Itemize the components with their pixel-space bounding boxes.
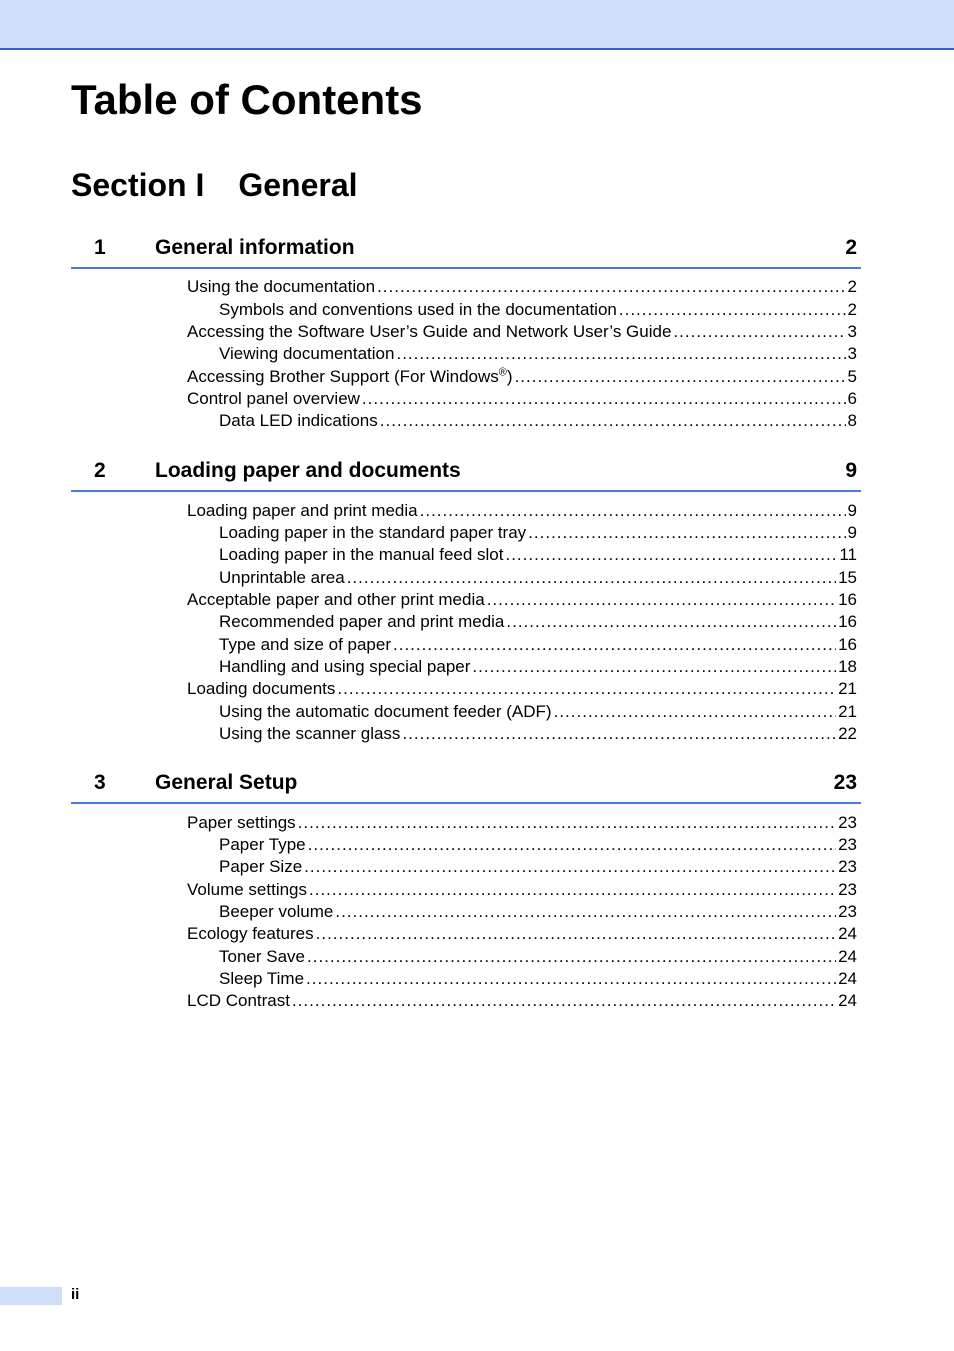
chapter-title: General Setup: [155, 771, 298, 794]
chapter-page: 23: [833, 771, 857, 794]
toc-entry[interactable]: Viewing documentation ..... 3: [219, 343, 857, 365]
footer-band: [0, 1287, 62, 1305]
toc-entry[interactable]: Type and size of paper ..... 16: [219, 634, 857, 656]
toc-entry[interactable]: Paper settings ..... 23: [187, 812, 857, 834]
toc-entry[interactable]: Loading documents ..... 21: [187, 678, 857, 700]
toc-entry[interactable]: Paper Size ..... 23: [219, 856, 857, 878]
toc-entry[interactable]: Symbols and conventions used in the documentation ..... 2: [219, 299, 857, 321]
chapter-heading-3[interactable]: [71, 766, 861, 804]
toc-entry[interactable]: Loading paper and print media ..... 9: [187, 500, 857, 522]
toc-entry[interactable]: Volume settings ..... 23: [187, 879, 857, 901]
toc-entry[interactable]: Ecology features ..... 24: [187, 923, 857, 945]
chapter-number: 2: [94, 459, 106, 482]
toc-entry[interactable]: Beeper volume ..... 23: [219, 901, 857, 923]
chapter-heading-2[interactable]: [71, 454, 861, 492]
page-number: ii: [71, 1286, 80, 1303]
toc-entry[interactable]: Accessing Brother Support (For Windows®) ..... 5: [187, 366, 857, 388]
header-band: [0, 0, 954, 50]
chapter-page: 2: [845, 236, 857, 259]
toc-entry[interactable]: Toner Save ..... 24: [219, 946, 857, 968]
toc-entry[interactable]: Recommended paper and print media ..... 16: [219, 611, 857, 633]
toc-entry[interactable]: Data LED indications ..... 8: [219, 410, 857, 432]
toc-entry[interactable]: Using the documentation ..... 2: [187, 276, 857, 298]
page-title: Table of Contents: [71, 76, 423, 123]
toc-entry[interactable]: Sleep Time ..... 24: [219, 968, 857, 990]
toc-entry[interactable]: Unprintable area ..... 15: [219, 567, 857, 589]
toc-entry[interactable]: Control panel overview ..... 6: [187, 388, 857, 410]
toc-entry[interactable]: Paper Type ..... 23: [219, 834, 857, 856]
registered-mark: ®: [498, 366, 507, 379]
chapter-number: 1: [94, 236, 106, 259]
toc-entry[interactable]: Using the scanner glass ..... 22: [219, 723, 857, 745]
toc-entry[interactable]: Using the automatic document feeder (ADF) ..... 21: [219, 701, 857, 723]
toc-entry[interactable]: Acceptable paper and other print media ..... 16: [187, 589, 857, 611]
chapter-page: 9: [845, 459, 857, 482]
toc-entry[interactable]: Loading paper in the manual feed slot ..... 11: [219, 544, 857, 566]
section-heading: [71, 165, 358, 205]
chapter-heading-1[interactable]: [71, 231, 861, 269]
toc-entry[interactable]: Accessing the Software User’s Guide and Network User’s Guide ..... 3: [187, 321, 857, 343]
chapter-title: Loading paper and documents: [155, 459, 461, 482]
chapter-number: 3: [94, 771, 106, 794]
toc-entry[interactable]: LCD Contrast ..... 24: [187, 990, 857, 1012]
chapter-title: General information: [155, 236, 355, 259]
toc-entry[interactable]: Handling and using special paper ..... 18: [219, 656, 857, 678]
toc-entry[interactable]: Loading paper in the standard paper tray ..... 9: [219, 522, 857, 544]
section-label: Section I: [71, 167, 205, 203]
section-name: General: [238, 167, 358, 203]
